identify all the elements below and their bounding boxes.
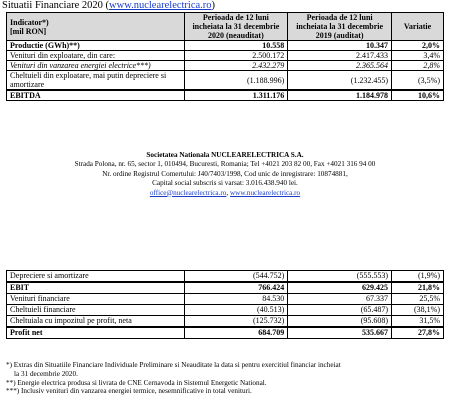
email-link[interactable]: office@nuclearelectrica.ro xyxy=(149,188,227,197)
document-title xyxy=(2,0,215,11)
table-row: Cheltuieli din exploatare, mai putin depreciere si amortizare (1.188.996) (1.232.455) (3,5%) xyxy=(7,71,444,91)
table-row: Cheltuieli financiare (40.513) (65.487) (38,1%) xyxy=(7,305,444,316)
company-footer xyxy=(0,151,450,198)
footnote-3: ***) Inclusiv venituri din vanzarea energiei termice, nesemnificative in total venituri. xyxy=(6,387,252,396)
company-address: Strada Polona, nr. 65, sector 1, 010494, Bucuresti, Romania; Tel +4021 203 82 00, Fax +4021 316 94 00 xyxy=(74,160,376,169)
company-registry: Nr. ordine Registrul Comertului: J40/7403/1998, Cod unic de inregistrare: 10874881, xyxy=(102,169,348,178)
company-capital: Capital social subscris si varsat: 3.016.438.940 lei. xyxy=(152,179,298,188)
financial-table-bottom xyxy=(6,270,444,339)
col-2020-header: Perioada de 12 luni incheiata la 31 decembrie 2020 (neauditat) xyxy=(184,13,288,41)
table-row: Venituri din exploatare, din care: 2.500.172 2.417.433 3,4% xyxy=(7,51,444,61)
footnotes xyxy=(6,361,446,396)
ebitda-row: EBITDA 1.311.176 1.184.978 10,6% xyxy=(7,90,444,101)
ebit-row: EBIT 766.424 629.425 21,8% xyxy=(7,282,444,294)
website-link-footer[interactable]: www.nuclearelectrica.ro xyxy=(229,188,301,197)
table-row: Productie (GWh)**) 10.558 10.347 2,0% xyxy=(7,41,444,51)
company-name: Societatea Nationala NUCLEARELECTRICA S.A. xyxy=(146,151,304,159)
net-profit-row: Profit net 684.709 535.667 27,8% xyxy=(7,327,444,339)
footnote-2: **) Energie electrica produsa si livrata de CNE Cernavoda in Sistemul Energetic National. xyxy=(6,378,267,387)
financial-table-top xyxy=(6,12,444,101)
table-header-row xyxy=(7,13,444,41)
table-row: Depreciere si amortizare (544.752) (555.553) (1,9%) xyxy=(7,271,444,283)
variation-header: Variatie xyxy=(392,13,444,41)
indicator-header: Indicator*) [mil RON] xyxy=(7,13,185,41)
footnote-1: *) Extras din Situatiile Financiare Individuale Preliminare si Neauditate la data si pentru exercitiul financiar incheiat xyxy=(6,361,341,369)
website-link[interactable]: www.nuclearelectrica.ro xyxy=(109,0,212,11)
title-text: Situatii Financiare 2020 ( xyxy=(2,0,110,11)
footnote-1-cont: la 31 decembrie 2020. xyxy=(14,369,78,378)
title-close: ) xyxy=(211,0,216,11)
table-row: Cheltuiala cu impozitul pe profit, neta (125.732) (95.608) 31,5% xyxy=(7,316,444,328)
table-row: Venituri din vanzarea energiei electrice***) 2.432.279 2.365.564 2,8% xyxy=(7,61,444,71)
table-row: Venituri financiare 84.530 67.337 25,5% xyxy=(7,294,444,305)
company-contact: office@nuclearelectrica.ro, www.nuclearelectrica.ro xyxy=(149,188,301,197)
col-2019-header: Perioada de 12 luni incheiata la 31 decembrie 2019 (auditat) xyxy=(288,13,392,41)
